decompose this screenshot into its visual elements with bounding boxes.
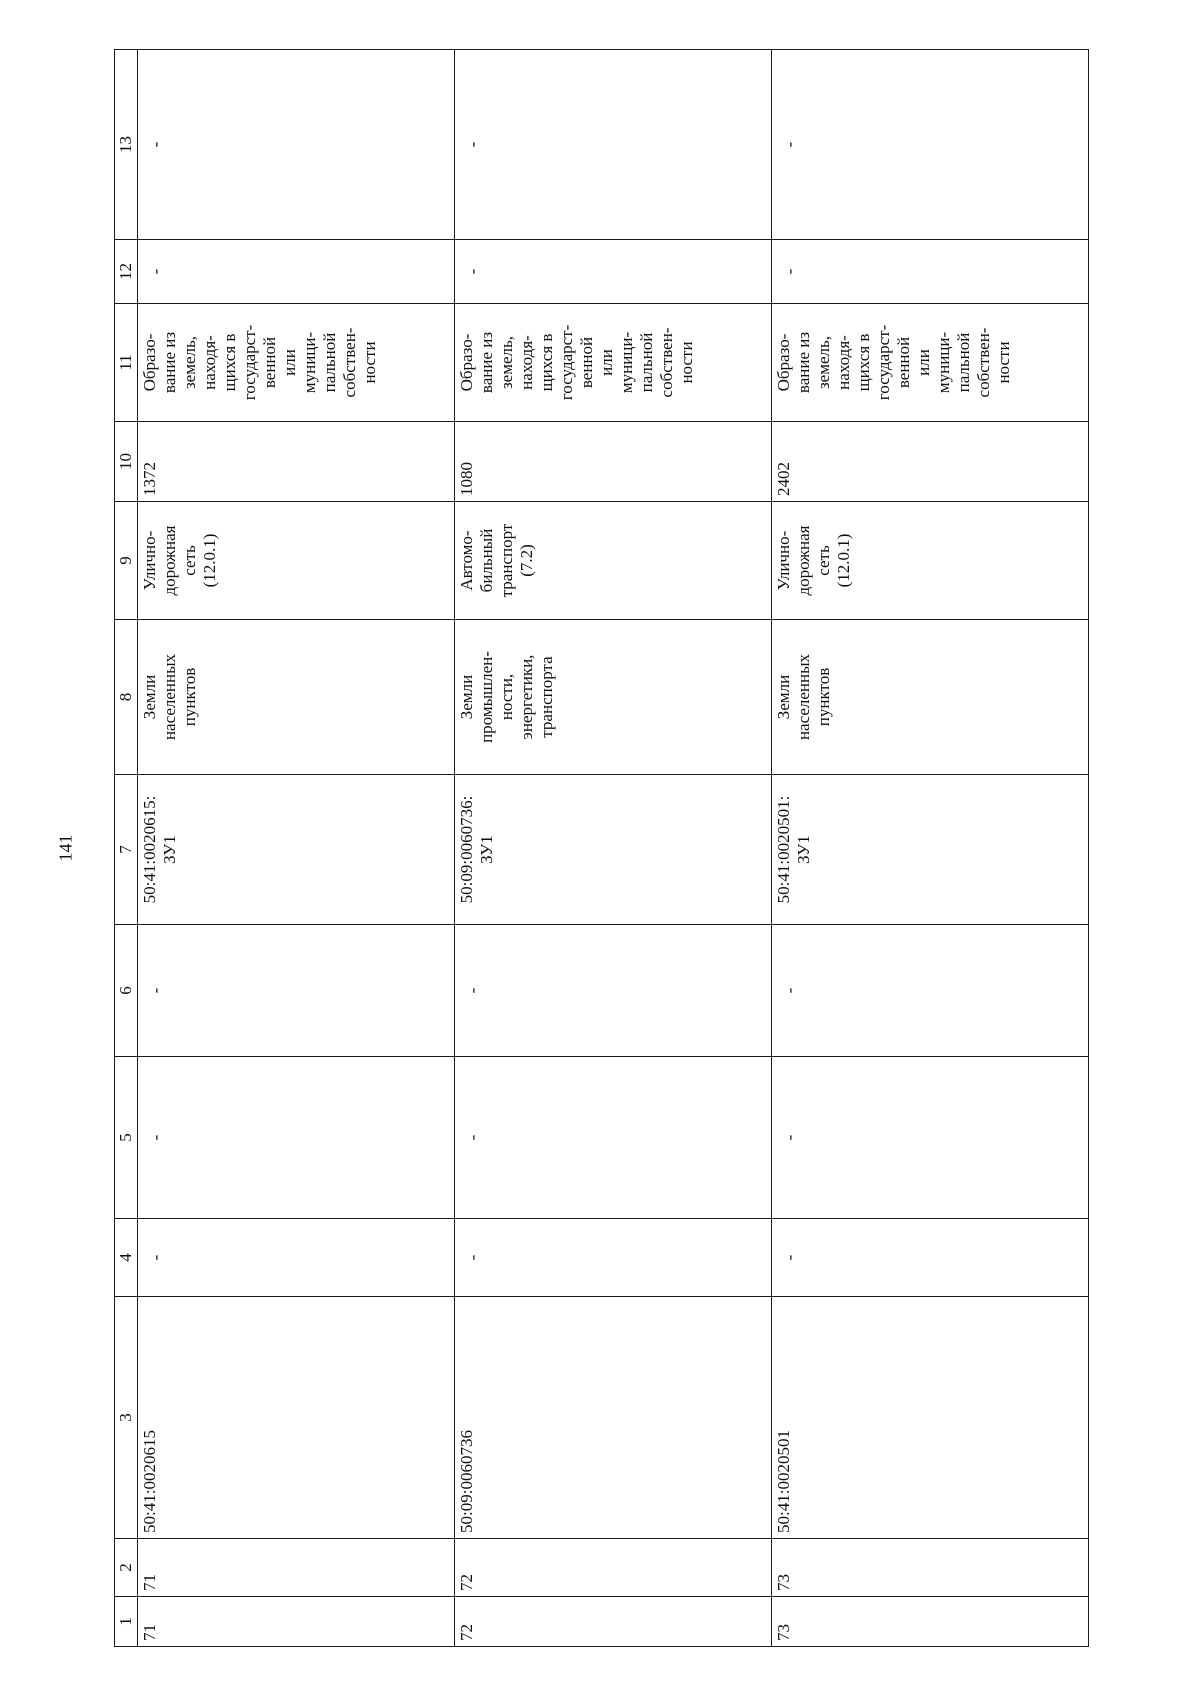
header-col-7: 7 <box>115 775 138 925</box>
cell-line: находя- <box>517 335 536 390</box>
cell-line: 50:41:0020501: <box>774 795 793 904</box>
cell-line: населенных <box>160 653 179 741</box>
header-col-13: 13 <box>115 50 138 240</box>
cell-col-13 <box>455 50 772 240</box>
cell-line: бильный <box>477 528 496 593</box>
cell-line: или <box>597 349 616 376</box>
header-col-3: 3 <box>115 1297 138 1539</box>
cell-line: дорожная <box>160 525 179 596</box>
cell-col-2 <box>455 1539 772 1597</box>
cell-col-7 <box>772 775 1089 925</box>
cell-line: собствен- <box>340 327 359 398</box>
cell-line: венной <box>577 336 596 389</box>
cell-line: Улично- <box>774 530 793 591</box>
cell-line: (12.0.1) <box>200 533 219 588</box>
cell-text: - <box>463 268 482 275</box>
cell-line: или <box>914 349 933 376</box>
cell-line: 50:09:0060736: <box>457 795 476 904</box>
cell-col-1 <box>455 1597 772 1647</box>
cell-text: - <box>146 987 165 994</box>
cell-text: 73 <box>774 1574 793 1591</box>
cell-line: государст- <box>557 324 576 401</box>
cell-line: Образо- <box>457 333 476 392</box>
cell-line: 50:41:0020615: <box>140 795 159 904</box>
cell-line: вание из <box>477 331 496 394</box>
cell-col-10 <box>772 422 1089 502</box>
header-col-8: 8 <box>115 620 138 775</box>
cell-col-1 <box>138 1597 455 1647</box>
cell-line: ности, <box>497 673 516 721</box>
cell-col-6 <box>772 925 1089 1057</box>
cell-line: Земли <box>774 674 793 720</box>
cell-text: - <box>780 1254 799 1261</box>
header-col-9: 9 <box>115 502 138 620</box>
header-col-2: 2 <box>115 1539 138 1597</box>
cell-text: 72 <box>457 1624 476 1641</box>
cell-text: - <box>463 1134 482 1141</box>
cell-col-5 <box>455 1057 772 1219</box>
cell-text: - <box>780 141 799 148</box>
cell-col-13 <box>138 50 455 240</box>
cell-line: земель, <box>180 335 199 390</box>
cell-line: вание из <box>160 331 179 394</box>
header-col-4: 4 <box>115 1219 138 1297</box>
cell-col-7 <box>138 775 455 925</box>
cell-line: транспорта <box>537 656 556 738</box>
cell-text: 50:09:0060736 <box>457 1430 476 1533</box>
cell-text: 1372 <box>140 462 159 496</box>
cell-line: муници- <box>934 331 953 394</box>
cell-line: дорожная <box>794 525 813 596</box>
header-col-12: 12 <box>115 240 138 304</box>
cell-text: 71 <box>140 1574 159 1591</box>
cell-line: государст- <box>240 324 259 401</box>
cell-col-5 <box>772 1057 1089 1219</box>
cell-col-11 <box>138 304 455 422</box>
cell-line: (7.2) <box>517 544 536 577</box>
cell-text: 72 <box>457 1574 476 1591</box>
cell-col-2 <box>772 1539 1089 1597</box>
cell-line: сеть <box>814 545 833 576</box>
cell-col-3 <box>772 1297 1089 1539</box>
cell-line: Автомо- <box>457 530 476 591</box>
cell-col-3 <box>455 1297 772 1539</box>
cell-line: находя- <box>200 335 219 390</box>
header-col-10: 10 <box>115 422 138 502</box>
cell-text: - <box>463 1254 482 1261</box>
cell-line: пальной <box>320 332 339 393</box>
cell-col-4 <box>772 1219 1089 1297</box>
cell-col-11 <box>455 304 772 422</box>
cell-text: - <box>463 987 482 994</box>
cell-col-5 <box>138 1057 455 1219</box>
cell-line: ЗУ1 <box>160 835 179 864</box>
cell-col-6 <box>138 925 455 1057</box>
cell-col-13 <box>772 50 1089 240</box>
header-col-11: 11 <box>115 304 138 422</box>
cell-line: Улично- <box>140 530 159 591</box>
cell-line: государст- <box>874 324 893 401</box>
cell-line: щихся в <box>854 333 873 392</box>
cell-line: пунктов <box>814 667 833 727</box>
cell-col-2 <box>138 1539 455 1597</box>
cell-col-3 <box>138 1297 455 1539</box>
cell-text: - <box>146 141 165 148</box>
cell-text: - <box>146 268 165 275</box>
cell-text: - <box>780 268 799 275</box>
cell-col-8 <box>138 620 455 775</box>
cell-col-12 <box>455 240 772 304</box>
cell-col-1 <box>772 1597 1089 1647</box>
cell-line: муници- <box>300 331 319 394</box>
table-row <box>455 50 772 1647</box>
cell-col-12 <box>772 240 1089 304</box>
cell-line: Земли <box>140 674 159 720</box>
cell-line: венной <box>260 336 279 389</box>
cell-line: (12.0.1) <box>834 533 853 588</box>
cell-col-9 <box>455 502 772 620</box>
cell-line: пальной <box>954 332 973 393</box>
cell-col-8 <box>772 620 1089 775</box>
table-wrapper <box>114 50 1070 1647</box>
cell-line: Земли <box>457 674 476 720</box>
cell-text: 50:41:0020501 <box>774 1430 793 1533</box>
table-row <box>772 50 1089 1647</box>
cell-col-8 <box>455 620 772 775</box>
cell-col-7 <box>455 775 772 925</box>
table-header-row <box>115 50 138 1647</box>
cell-line: муници- <box>617 331 636 394</box>
land-plots-table <box>114 49 1089 1647</box>
page-number-text: 141 <box>55 834 76 862</box>
cell-line: собствен- <box>657 327 676 398</box>
cell-line: транспорт <box>497 523 516 598</box>
cell-line: сеть <box>180 545 199 576</box>
cell-line: щихся в <box>537 333 556 392</box>
cell-line: или <box>280 349 299 376</box>
cell-line: ЗУ1 <box>794 835 813 864</box>
cell-line: энергетики, <box>517 654 536 740</box>
cell-col-12 <box>138 240 455 304</box>
cell-line: собствен- <box>974 327 993 398</box>
cell-line: Образо- <box>774 333 793 392</box>
cell-line: ности <box>677 341 696 384</box>
cell-line: населенных <box>794 653 813 741</box>
cell-line: земель, <box>814 335 833 390</box>
cell-col-11 <box>772 304 1089 422</box>
cell-text: - <box>463 141 482 148</box>
cell-line: венной <box>894 336 913 389</box>
cell-text: - <box>146 1134 165 1141</box>
cell-col-10 <box>455 422 772 502</box>
table-row <box>138 50 455 1647</box>
cell-text: 73 <box>774 1624 793 1641</box>
cell-line: земель, <box>497 335 516 390</box>
cell-line: ности <box>994 341 1013 384</box>
cell-line: промышлен- <box>477 651 496 743</box>
cell-text: 50:41:0020615 <box>140 1430 159 1533</box>
cell-text: 2402 <box>774 462 793 496</box>
cell-text: - <box>780 987 799 994</box>
page-number <box>56 828 76 868</box>
header-col-6: 6 <box>115 925 138 1057</box>
cell-col-4 <box>455 1219 772 1297</box>
cell-line: ЗУ1 <box>477 835 496 864</box>
header-col-5: 5 <box>115 1057 138 1219</box>
cell-text: - <box>146 1254 165 1261</box>
cell-line: ности <box>360 341 379 384</box>
cell-col-9 <box>772 502 1089 620</box>
cell-line: Образо- <box>140 333 159 392</box>
cell-line: вание из <box>794 331 813 394</box>
cell-text: 71 <box>140 1624 159 1641</box>
cell-col-9 <box>138 502 455 620</box>
cell-text: - <box>780 1134 799 1141</box>
cell-line: пальной <box>637 332 656 393</box>
cell-text: 1080 <box>457 462 476 496</box>
cell-col-4 <box>138 1219 455 1297</box>
cell-col-10 <box>138 422 455 502</box>
header-col-1: 1 <box>115 1597 138 1647</box>
cell-line: пунктов <box>180 667 199 727</box>
cell-line: находя- <box>834 335 853 390</box>
cell-line: щихся в <box>220 333 239 392</box>
cell-col-6 <box>455 925 772 1057</box>
